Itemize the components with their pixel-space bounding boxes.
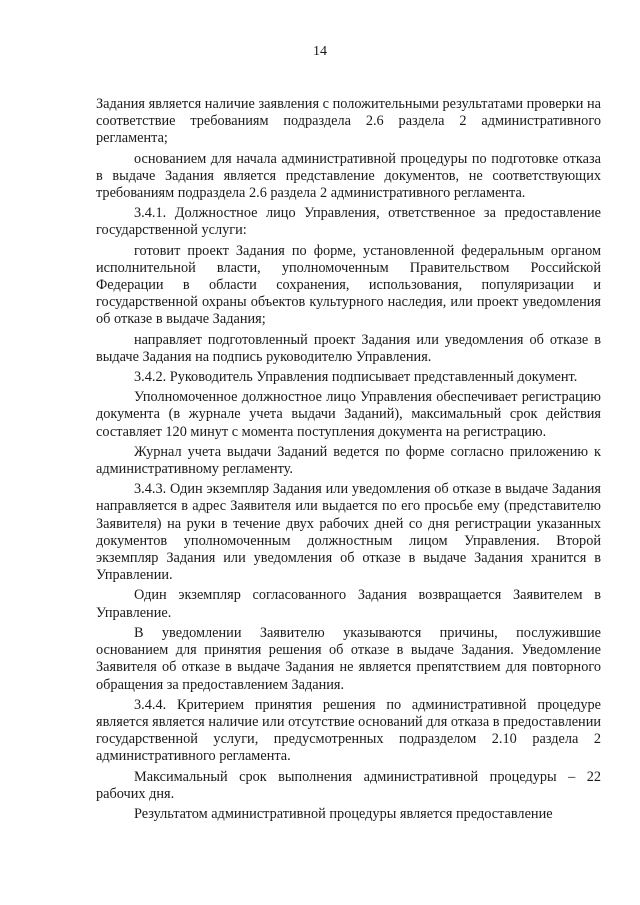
- paragraph-section-3-4-4: 3.4.4. Критерием принятия решения по административной процедуре является является наличие или отсутствие оснований для отказа в предоставлении государственной услуги, предусмотренных подразделом 2.10 раздела 2 административного регламента.: [96, 696, 601, 765]
- paragraph: Журнал учета выдачи Заданий ведется по форме согласно приложению к административному регламенту.: [96, 443, 601, 478]
- paragraph: Максимальный срок выполнения административной процедуры – 22 рабочих дня.: [96, 768, 601, 802]
- paragraph-section-3-4-1: 3.4.1. Должностное лицо Управления, ответственное за предоставление государственной услуги:: [96, 205, 601, 239]
- paragraph: Один экземпляр согласованного Задания возвращается Заявителем в Управление.: [96, 587, 601, 621]
- paragraph-section-3-4-3: 3.4.3. Один экземпляр Задания или уведомления об отказе в выдаче Задания направляется в адрес Заявителя или выдается по его просьбе ему (представителю Заявителя) на руки в течение двух рабочих дней со дня регистрации указанных документов уполномоченным должностным лицом Управления. Второй экземпляр Задания или уведомления об отказе в выдаче Задания хранится в Управлении.: [96, 481, 601, 584]
- page-number: 14: [313, 44, 327, 59]
- document-body: [96, 96, 601, 826]
- paragraph: В уведомлении Заявителю указываются причины, послужившие основанием для принятия решения об отказе в выдаче Задания. Уведомление Заявителя об отказе в выдаче Задания не является препятствием для повторного обращения за предоставлением Задания.: [96, 624, 601, 693]
- paragraph: Уполномоченное должностное лицо Управления обеспечивает регистрацию документа (в журнале учета выдачи Заданий), максимальный срок действия составляет 120 минут с момента поступления документа на регистрацию.: [96, 389, 601, 440]
- paragraph: направляет подготовленный проект Задания или уведомления об отказе в выдаче Задания на подпись руководителю Управления.: [96, 331, 601, 365]
- paragraph: основанием для начала административной процедуры по подготовке отказа в выдаче Задания является представление документов, не соответствующих требованиям подраздела 2.6 раздела 2 административного регламента.: [96, 150, 601, 202]
- paragraph-continuation: Задания является наличие заявления с положительными результатами проверки на соответствие требованиям подраздела 2.6 раздела 2 административного регламента;: [96, 96, 601, 147]
- paragraph-section-3-4-2: 3.4.2. Руководитель Управления подписывает представленный документ.: [134, 369, 578, 386]
- paragraph: готовит проект Задания по форме, установленной федеральным органом исполнительной власти, уполномоченным Правительством Российской Федерации в области сохранения, использования, популяризации и государственной охраны объектов культурного наследия, или проект уведомления об отказе в выдаче Задания;: [96, 242, 601, 328]
- paragraph-truncated: Результатом административной процедуры является предоставление: [134, 805, 553, 822]
